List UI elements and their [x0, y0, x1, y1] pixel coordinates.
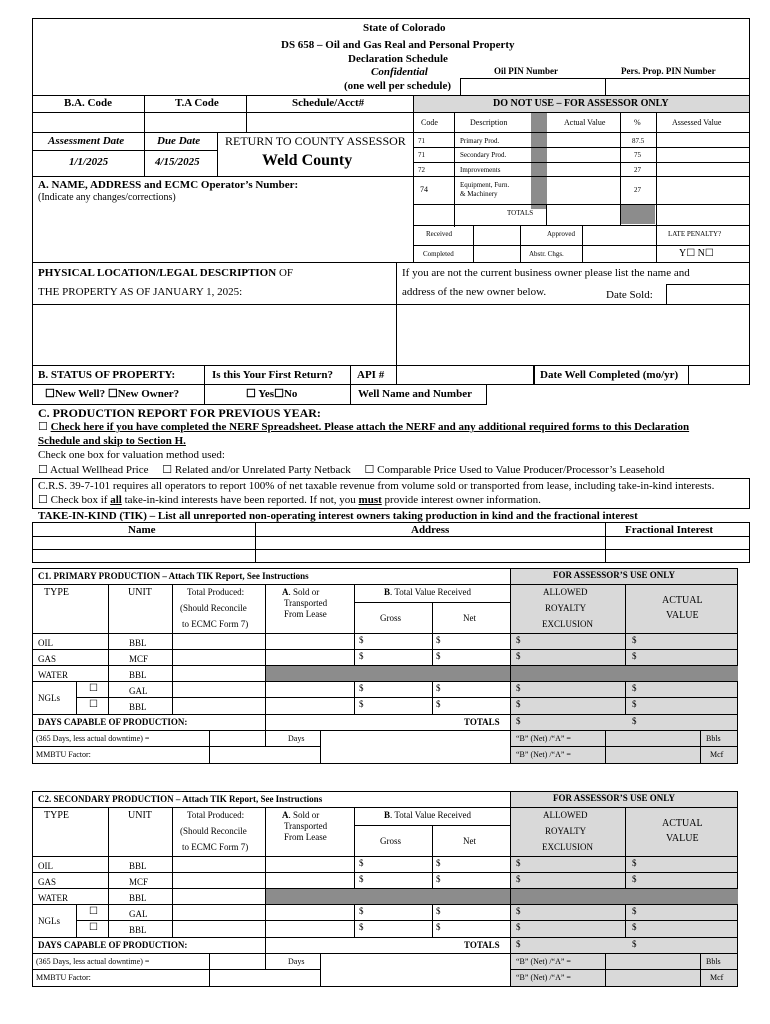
new-owner-line1: If you are not the current business owner please list the name and: [402, 267, 690, 279]
assessor-row-desc: Primary Prod.: [460, 137, 500, 145]
assessor-row-code: 74: [420, 185, 428, 194]
sold-header: A. Sold or: [282, 810, 320, 820]
exclusion-header: EXCLUSION: [542, 842, 593, 852]
bbls-unit: Bbls: [706, 734, 721, 743]
ratio-bbls-label: “B” (Net) /“A” =: [516, 957, 571, 966]
c1-primary-production: [32, 568, 738, 764]
dollar-field[interactable]: $: [516, 922, 521, 932]
due-date-label: Due Date: [157, 135, 201, 147]
dollar-field[interactable]: $: [516, 683, 521, 693]
schedule-acct-label: Schedule/Acct#: [292, 97, 365, 109]
late-penalty-yn[interactable]: Y☐ N☐: [679, 248, 714, 259]
form-title: DS 658 – Oil and Gas Real and Personal Property: [281, 39, 515, 51]
dollar-field[interactable]: $: [359, 858, 364, 868]
nerf-checkbox-line[interactable]: ☐ Check here if you have completed the NERF Spreadsheet. Please attach the NERF and any additional required forms to this Declaration: [38, 421, 690, 433]
total-value-header: B. Total Value Received: [384, 810, 472, 820]
state-title: State of Colorado: [363, 22, 446, 34]
dollar-field[interactable]: $: [516, 874, 521, 884]
net-header: Net: [463, 836, 476, 846]
assessor-row-desc2: & Machinery: [460, 190, 498, 198]
ngls-gal-unit: GAL: [129, 686, 148, 696]
new-owner-line2: address of the new owner below.: [402, 286, 547, 298]
mmbtu-label: MMBTU Factor:: [36, 750, 91, 759]
dollar-field[interactable]: $: [359, 874, 364, 884]
first-return-label: Is this Your First Return?: [212, 369, 334, 381]
assessor-row-desc: Equipment, Furn.: [460, 181, 510, 189]
gas-unit: MCF: [129, 877, 149, 887]
valuation-methods[interactable]: ☐ Actual Wellhead Price ☐ Related and/or Unrelated Party Netback ☐ Comparable Price Used to Value Producer/Processor’s Leasehold: [38, 464, 665, 476]
water-label: WATER: [38, 670, 68, 680]
tik-name-header: Name: [128, 524, 156, 536]
gas-label: GAS: [38, 877, 57, 887]
royalty-header: ROYALTY: [545, 826, 587, 836]
ngls-label: NGLs: [38, 693, 60, 703]
assessor-row-desc: Improvements: [460, 166, 501, 174]
assessor-col-code: Code: [421, 118, 438, 127]
ngls-bbl-checkbox[interactable]: ☐: [89, 699, 98, 710]
days-label: Days: [288, 734, 305, 743]
bbls-unit: Bbls: [706, 957, 721, 966]
c1-title: C1. PRIMARY PRODUCTION – Attach TIK Report, See Instructions: [38, 571, 309, 581]
ta-code-label: T.A Code: [175, 97, 219, 109]
completed-label: Completed: [423, 250, 454, 258]
dollar-field[interactable]: $: [516, 699, 521, 709]
dollar-field[interactable]: $: [359, 922, 364, 932]
totals-label: TOTALS: [464, 717, 500, 727]
crs-line2[interactable]: ☐ Check box if all take-in-kind interests have been reported. If not, you must provide interest owner information.: [38, 494, 541, 506]
c2-assessor-use: FOR ASSESSOR’S USE ONLY: [553, 793, 675, 803]
dollar-field[interactable]: $: [436, 922, 441, 932]
dollar-field[interactable]: $: [436, 651, 441, 661]
dollar-field[interactable]: $: [516, 858, 521, 868]
oil-pin-field[interactable]: [460, 78, 606, 96]
ba-code-label: B.A. Code: [64, 97, 112, 109]
mcf-unit: Mcf: [710, 750, 724, 759]
dollar-field[interactable]: $: [632, 635, 637, 645]
assessor-row-code: 72: [418, 166, 425, 174]
assessor-row-desc: Secondary Prod.: [460, 151, 507, 159]
ngls-gal-unit: GAL: [129, 909, 148, 919]
dollar-field[interactable]: $: [516, 651, 521, 661]
reconcile-line1: (Should Reconcile: [180, 603, 247, 613]
reconcile-line2: to ECMC Form 7): [182, 619, 249, 629]
days-less-label: (365 Days, less actual downtime) =: [36, 957, 150, 966]
value-header: VALUE: [666, 833, 699, 844]
dollar-field[interactable]: $: [359, 683, 364, 693]
section-c-title: C. PRODUCTION REPORT FOR PREVIOUS YEAR:: [38, 406, 321, 420]
assessor-col-assessed: Assessed Value: [672, 118, 722, 127]
total-produced-header: Total Produced:: [187, 810, 245, 820]
api-label: API #: [357, 369, 385, 381]
assessor-row-pct: 87.5: [632, 137, 645, 145]
gas-label: GAS: [38, 654, 57, 664]
dollar-field[interactable]: $: [632, 922, 637, 932]
date-sold-field[interactable]: [666, 284, 750, 305]
allowed-header: ALLOWED: [543, 810, 588, 820]
c2-secondary-production: [32, 791, 738, 987]
status-title: B. STATUS OF PROPERTY:: [38, 369, 176, 381]
transported-header: Transported: [284, 598, 328, 608]
type-header: TYPE: [44, 587, 69, 598]
assessment-date-value: 1/1/2025: [69, 156, 109, 168]
assessor-row-pct: 27: [634, 166, 641, 174]
dollar-field[interactable]: $: [516, 906, 521, 916]
dollar-field[interactable]: $: [436, 699, 441, 709]
water-shaded-cells: [266, 889, 510, 904]
assessor-row-code: 71: [418, 151, 425, 159]
dollar-field[interactable]: $: [632, 939, 637, 949]
from-lease-header: From Lease: [284, 832, 327, 842]
dollar-field[interactable]: $: [632, 858, 637, 868]
tik-title: TAKE-IN-KIND (TIK) – List all unreported non-operating interest owners taking production in kind and the fractional interest: [38, 510, 638, 522]
water-unit: BBL: [129, 893, 147, 903]
dollar-field[interactable]: $: [359, 635, 364, 645]
oil-unit: BBL: [129, 638, 147, 648]
due-date-value: 4/15/2025: [155, 156, 200, 168]
dollar-field[interactable]: $: [359, 651, 364, 661]
schedule-title: Declaration Schedule: [348, 53, 448, 65]
actual-header: ACTUAL: [662, 595, 703, 606]
late-penalty-label: LATE PENALTY?: [668, 230, 722, 238]
assessor-col-description: Description: [470, 118, 508, 127]
dollar-field[interactable]: $: [632, 716, 637, 726]
dollar-field[interactable]: $: [632, 651, 637, 661]
nerf-line2: Schedule and skip to Section H.: [38, 435, 186, 447]
well-name-label: Well Name and Number: [358, 388, 472, 400]
location-line2: THE PROPERTY AS OF JANUARY 1, 2025:: [38, 286, 243, 298]
total-value-header: B. Total Value Received: [384, 587, 472, 597]
oil-label: OIL: [38, 638, 53, 648]
dollar-field[interactable]: $: [359, 906, 364, 916]
gross-header: Gross: [380, 836, 402, 846]
ratio-mcf-label: “B” (Net) /“A” =: [516, 750, 571, 759]
mmbtu-label: MMBTU Factor:: [36, 973, 91, 982]
return-to-assessor: RETURN TO COUNTY ASSESSOR: [225, 134, 406, 148]
tik-address-header: Address: [411, 524, 450, 536]
ngls-bbl-unit: BBL: [129, 925, 147, 935]
dollar-field[interactable]: $: [632, 906, 637, 916]
date-completed-label: Date Well Completed (mo/yr): [540, 369, 679, 381]
totals-dark-cell: [621, 205, 655, 224]
gross-header: Gross: [380, 613, 402, 623]
pers-pin-field[interactable]: [605, 78, 750, 96]
dollar-field[interactable]: $: [436, 683, 441, 693]
reconcile-line1: (Should Reconcile: [180, 826, 247, 836]
ngls-gal-checkbox[interactable]: ☐: [89, 906, 98, 917]
one-well-label: (one well per schedule): [344, 80, 452, 92]
assessor-row-code: 71: [418, 137, 425, 145]
exclusion-header: EXCLUSION: [542, 619, 593, 629]
dollar-field[interactable]: $: [436, 635, 441, 645]
location-title: PHYSICAL LOCATION/LEGAL DESCRIPTION OF: [38, 267, 293, 279]
section-a-subtitle: (Indicate any changes/corrections): [38, 192, 176, 203]
water-shaded-cells: [266, 666, 510, 681]
section-a-title: A. NAME, ADDRESS and ECMC Operator’s Number:: [38, 179, 299, 191]
c2-title: C2. SECONDARY PRODUCTION – Attach TIK Report, See Instructions: [38, 794, 323, 804]
water-label: WATER: [38, 893, 68, 903]
assessor-totals: TOTALS: [507, 209, 534, 217]
water-assessor-shaded: [511, 666, 738, 681]
dollar-field[interactable]: $: [632, 699, 637, 709]
approved-label: Approved: [547, 230, 575, 238]
totals-label: TOTALS: [464, 940, 500, 950]
first-return-yes-no[interactable]: ☐ Yes☐No: [246, 388, 298, 400]
dollar-field[interactable]: $: [632, 683, 637, 693]
reconcile-line2: to ECMC Form 7): [182, 842, 249, 852]
days-label: Days: [288, 957, 305, 966]
date-sold-label: Date Sold:: [606, 289, 653, 301]
actual-header: ACTUAL: [662, 818, 703, 829]
dollar-field[interactable]: $: [436, 874, 441, 884]
valuation-label: Check one box for valuation method used:: [38, 449, 225, 461]
sold-header: A. Sold or: [282, 587, 320, 597]
dollar-field[interactable]: $: [436, 858, 441, 868]
assessor-only-title: DO NOT USE – FOR ASSESSOR ONLY: [493, 98, 669, 109]
dollar-field[interactable]: $: [359, 699, 364, 709]
dollar-field[interactable]: $: [516, 716, 521, 726]
assessor-row-pct: 75: [634, 151, 641, 159]
assessor-col-pct: %: [634, 118, 641, 127]
oil-label: OIL: [38, 861, 53, 871]
codes-values-frame: [32, 112, 750, 133]
county-name: Weld County: [262, 152, 353, 169]
abstr-chgs-label: Abstr. Chgs.: [529, 250, 564, 258]
unit-header: UNIT: [128, 810, 152, 821]
dollar-field[interactable]: $: [436, 906, 441, 916]
received-label: Received: [426, 230, 453, 238]
oil-pin-label: Oil PIN Number: [494, 66, 558, 76]
ngls-label: NGLs: [38, 916, 60, 926]
mcf-unit: Mcf: [710, 973, 724, 982]
days-less-label: (365 Days, less actual downtime) =: [36, 734, 150, 743]
from-lease-header: From Lease: [284, 609, 327, 619]
ratio-mcf-label: “B” (Net) /“A” =: [516, 973, 571, 982]
days-capable-label: DAYS CAPABLE OF PRODUCTION:: [38, 940, 188, 950]
ratio-bbls-label: “B” (Net) /“A” =: [516, 734, 571, 743]
dollar-field[interactable]: $: [516, 939, 521, 949]
assessor-row-pct: 27: [634, 186, 641, 194]
transported-header: Transported: [284, 821, 328, 831]
ngls-bbl-checkbox[interactable]: ☐: [89, 922, 98, 933]
new-well-owner-checkboxes[interactable]: ☐New Well? ☐New Owner?: [45, 388, 180, 400]
value-header: VALUE: [666, 610, 699, 621]
water-assessor-shaded: [511, 889, 738, 904]
crs-line1: C.R.S. 39-7-101 requires all operators to report 100% of net taxable revenue from volume sold or transported from lease, including take-in-kind interests.: [38, 480, 715, 492]
confidential-label: Confidential: [371, 66, 428, 78]
ngls-gal-checkbox[interactable]: ☐: [89, 683, 98, 694]
assessment-date-label: Assessment Date: [48, 135, 125, 147]
dollar-field[interactable]: $: [632, 874, 637, 884]
gas-unit: MCF: [129, 654, 149, 664]
pers-pin-label: Pers. Prop. PIN Number: [621, 66, 716, 76]
date-completed-field[interactable]: [688, 365, 750, 385]
total-produced-header: Total Produced:: [187, 587, 245, 597]
ngls-bbl-unit: BBL: [129, 702, 147, 712]
assessor-col-actual: Actual Value: [564, 118, 606, 127]
oil-unit: BBL: [129, 861, 147, 871]
allowed-header: ALLOWED: [543, 587, 588, 597]
c1-assessor-use: FOR ASSESSOR’S USE ONLY: [553, 570, 675, 580]
unit-header: UNIT: [128, 587, 152, 598]
royalty-header: ROYALTY: [545, 603, 587, 613]
type-header: TYPE: [44, 810, 69, 821]
days-capable-label: DAYS CAPABLE OF PRODUCTION:: [38, 717, 188, 727]
net-header: Net: [463, 613, 476, 623]
api-field[interactable]: [396, 365, 534, 385]
tik-fraction-header: Fractional Interest: [625, 524, 714, 536]
water-unit: BBL: [129, 670, 147, 680]
dollar-field[interactable]: $: [516, 635, 521, 645]
